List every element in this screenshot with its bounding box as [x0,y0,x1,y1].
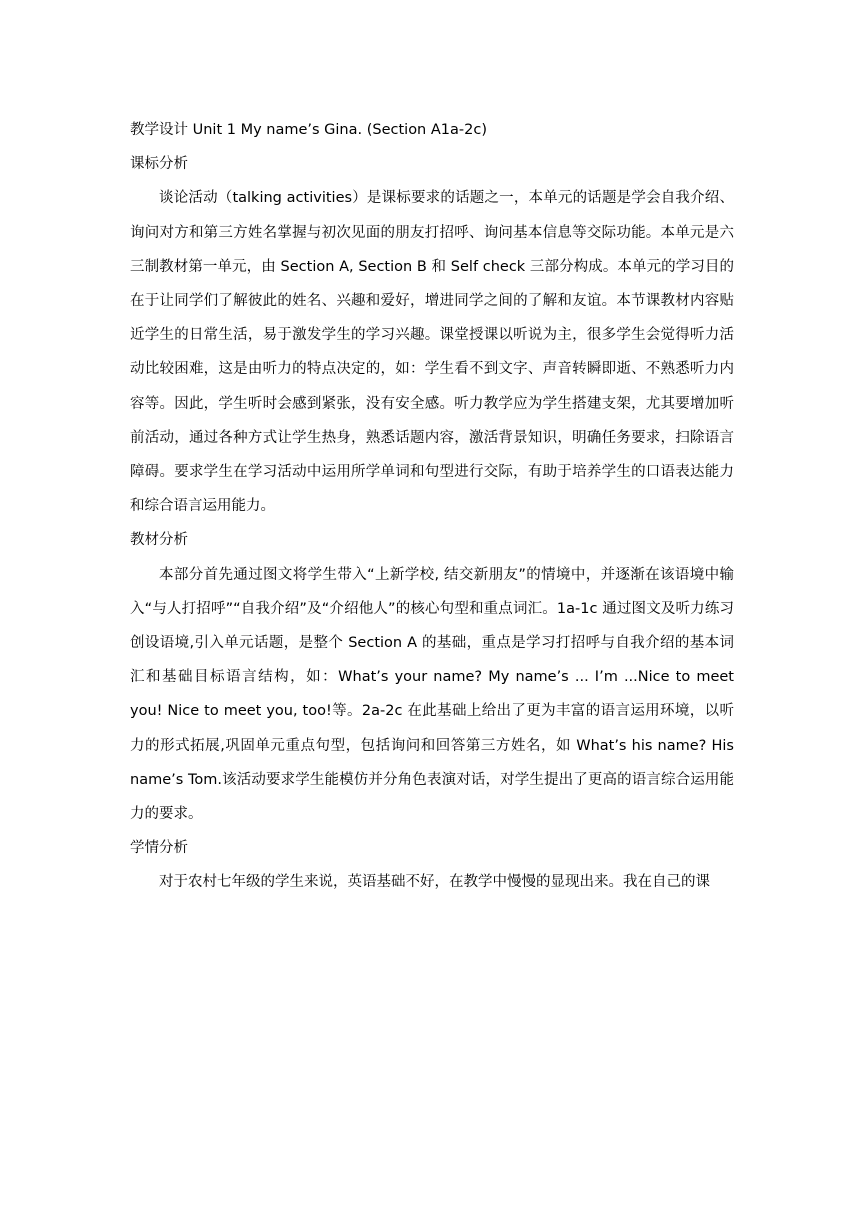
document-title: 教学设计 Unit 1 My name’s Gina. (Section A1a-2c) [130,122,487,138]
section-paragraph-learners: 对于农村七年级的学生来说，英语基础不好，在教学中慢慢的显现出来。我在自己的课 [159,874,710,891]
section-heading-curriculum: 课标分析 [130,156,188,173]
section-heading-learners: 学情分析 [130,840,188,857]
section-paragraph-curriculum: 谈论活动（talking activities）是课标要求的话题之一，本单元的话题是学会自我介绍、询问对方和第三方姓名掌握与初次见面的朋友打招呼、询问基本信息等交际功能。本单元是六三制教材第一单元，由 Section A, Section B 和 Self check 三部分构成。本单元的学习目的在于让同学们了解彼此的姓名、兴趣和爱好，增进同学之间的了解和友谊。本节课教材内容贴近学生的日常生活，易于激发学生的学习兴趣。课堂授课以听说为主，很多学生会觉得听力活动比较困难，这是由听力的特点决定的，如：学生看不到文字、声音转瞬即逝、不熟悉听力内容等。因此，学生听时会感到紧张，没有安全感。听力教学应为学生搭建支架，尤其要增加听前活动，通过各种方式让学生热身，熟悉话题内容，激活背景知识，明确任务要求，扫除语言障碍。要求学生在学习活动中运用所学单词和句型进行交际，有助于培养学生的口语表达能力和综合语言运用能力。 [130,190,734,515]
section-heading-textbook: 教材分析 [130,532,188,549]
document-page [130,113,734,900]
section-paragraph-textbook: 本部分首先通过图文将学生带入“上新学校, 结交新朋友”的情境中，并逐渐在该语境中输入“与人打招呼”“自我介绍”及“介绍他人”的核心句型和重点词汇。1a-1c 通过图文及听力练习创设语境,引入单元话题，是整个 Section A 的基础，重点是学习打招呼与自我介绍的基本词汇和基础目标语言结构，如：What’s your name? My name’s ... I’m ...Nice to meet you! Nice to meet you, too!等。2a-2c 在此基础上给出了更为丰富的语言运用环境，以听力的形式拓展,巩固单元重点句型，包括询问和回答第三方姓名，如 What’s his name? His name’s Tom.该活动要求学生能模仿并分角色表演对话，对学生提出了更高的语言综合运用能力的要求。 [130,566,734,823]
